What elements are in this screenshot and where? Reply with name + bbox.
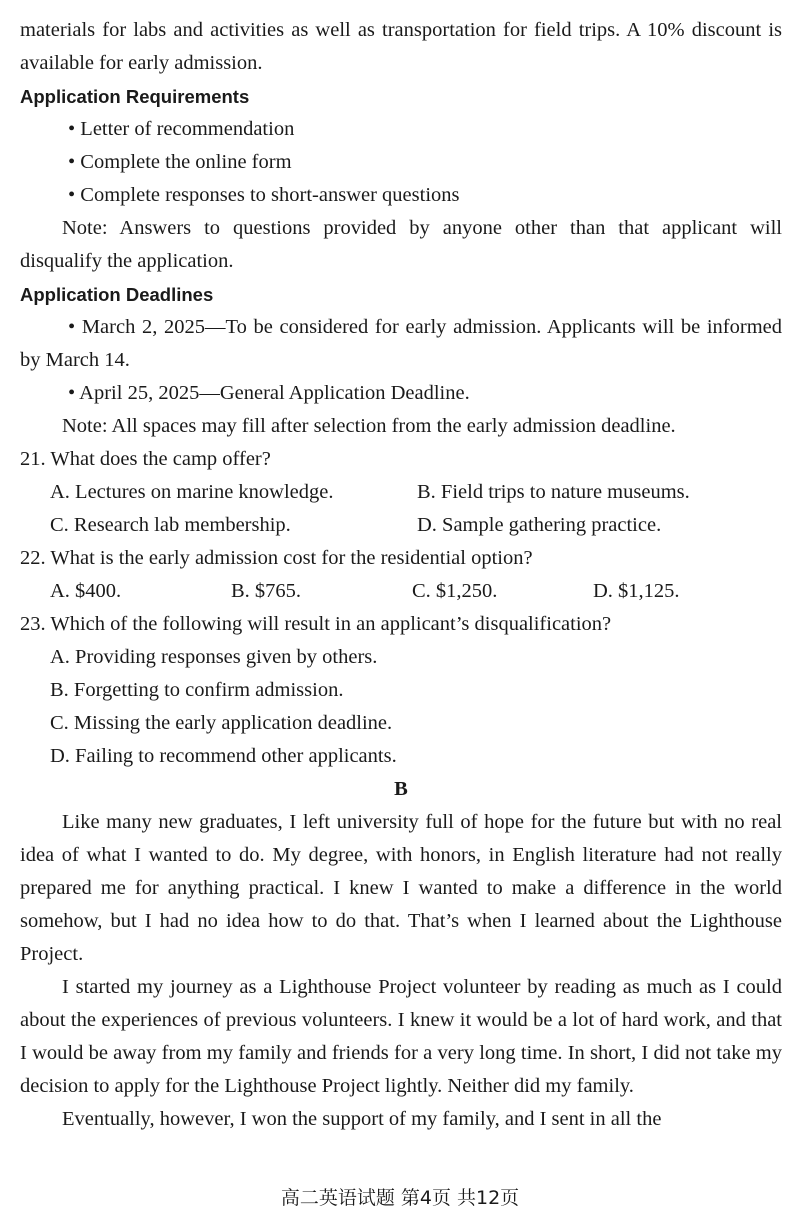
- question-21: [20, 443, 782, 542]
- option-row: [20, 476, 782, 509]
- option-row: [20, 509, 782, 542]
- question-stem: 22. What is the early admission cost for the residential option?: [20, 547, 533, 569]
- option-b: B. Forgetting to confirm admission.: [50, 679, 344, 701]
- question-23: [20, 608, 782, 773]
- passage-paragraph: Like many new graduates, I left university full of hope for the future but with no real idea of what I wanted to do. My degree, with honors, in English literature had not really prepared me for anything practical. I knew I wanted to make a difference in the world somehow, but I had no idea how to do that. That’s when I learned about the Lighthouse Project.: [20, 811, 782, 965]
- option-d: D. Failing to recommend other applicants.: [50, 745, 397, 767]
- requirements-note: Note: Answers to questions provided by anyone other than that applicant will disqualify the application.: [20, 217, 782, 272]
- passage-paragraph: I started my journey as a Lighthouse Project volunteer by reading as much as I could about the experiences of previous volunteers. I knew it would be a lot of hard work, and that I would be away from my family and friends for a very long time. In short, I did not take my decision to apply for the Lighthouse Project lightly. Neither did my family.: [20, 976, 782, 1097]
- deadline-item: • April 25, 2025—General Application Deadline.: [68, 382, 470, 404]
- option-c: C. Missing the early application deadline.: [50, 712, 393, 734]
- page-content: [20, 14, 782, 1136]
- page-footer: 高二英语试题 第4页 共12页: [280, 1187, 520, 1209]
- option-b: B. $765.: [231, 580, 302, 602]
- option-row: [20, 575, 782, 608]
- option-b: B. Field trips to nature museums.: [417, 481, 690, 503]
- deadlines-heading: Application Deadlines: [20, 284, 214, 305]
- requirement-item: • Letter of recommendation: [68, 118, 295, 140]
- requirement-item: • Complete responses to short-answer questions: [68, 184, 460, 206]
- intro-paragraph: materials for labs and activities as well as transportation for field trips. A 10% discount is available for early admission.: [20, 19, 782, 74]
- option-a: A. $400.: [50, 580, 122, 602]
- option-a: A. Lectures on marine knowledge.: [50, 481, 334, 503]
- section-b-label: B: [394, 778, 408, 800]
- option-a: A. Providing responses given by others.: [50, 646, 378, 668]
- option-d: D. Sample gathering practice.: [417, 514, 662, 536]
- deadline-item: • March 2, 2025—To be considered for early admission. Applicants will be informed by March 14.: [20, 316, 782, 371]
- deadlines-note: Note: All spaces may fill after selection from the early admission deadline.: [62, 415, 676, 437]
- passage-paragraph: Eventually, however, I won the support of my family, and I sent in all the: [62, 1108, 662, 1130]
- requirement-item: • Complete the online form: [68, 151, 292, 173]
- option-c: C. Research lab membership.: [50, 514, 291, 536]
- option-c: C. $1,250.: [412, 580, 498, 602]
- question-22: [20, 542, 782, 608]
- question-stem: 23. Which of the following will result in an applicant’s disqualification?: [20, 613, 612, 635]
- option-d: D. $1,125.: [593, 580, 680, 602]
- requirements-heading: Application Requirements: [20, 86, 250, 107]
- question-stem: 21. What does the camp offer?: [20, 448, 271, 470]
